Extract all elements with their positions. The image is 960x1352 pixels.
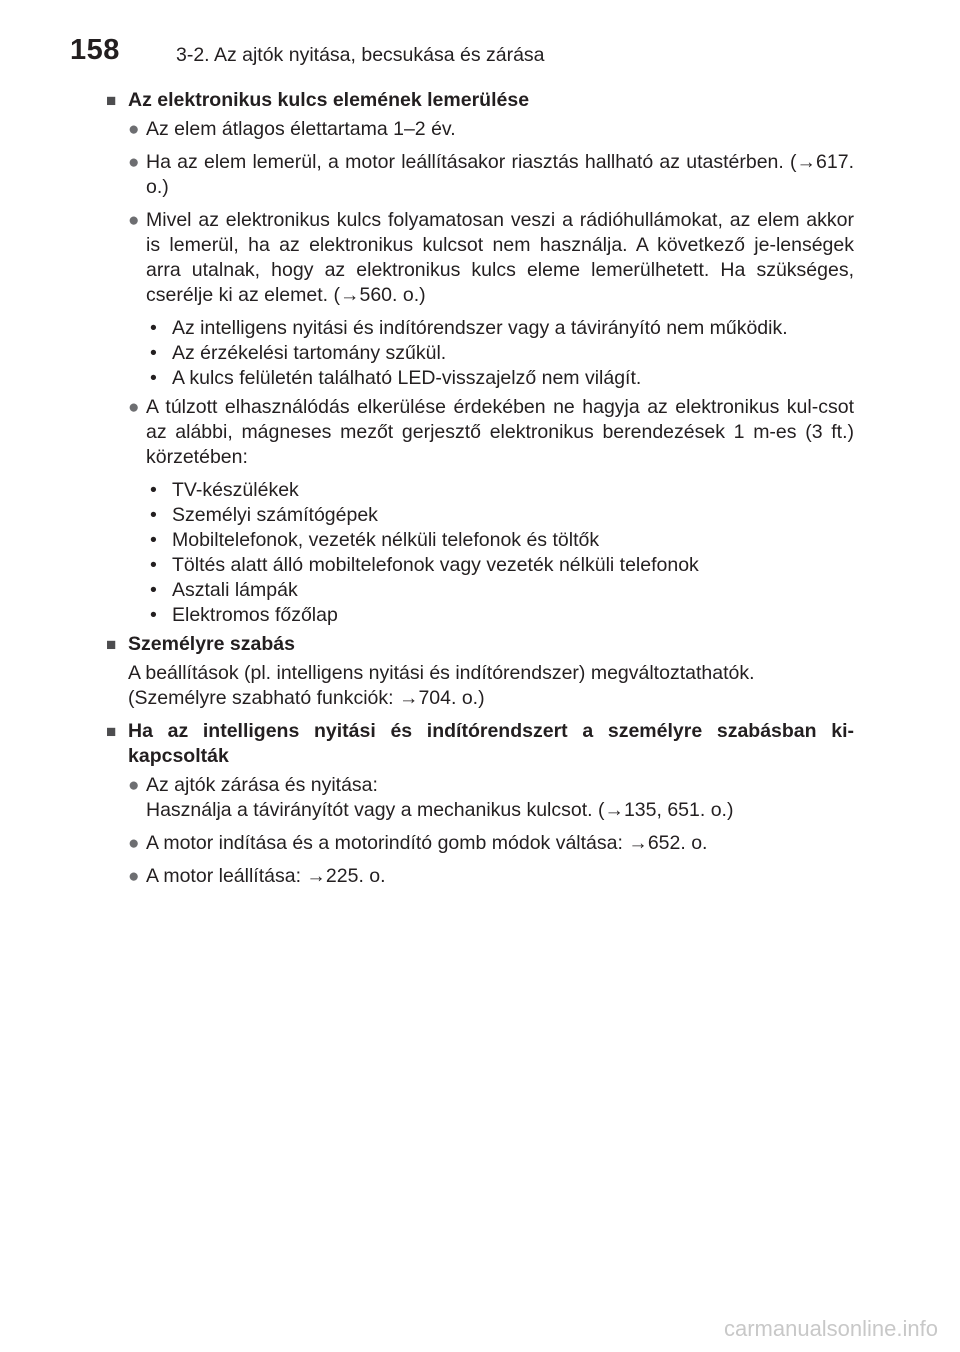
list-item: • Az érzékelési tartomány szűkül. (150, 342, 447, 364)
circle-bullet-icon: ● (128, 833, 140, 854)
page-content (106, 88, 854, 897)
square-bullet-icon: ■ (106, 91, 117, 110)
section-heading-text: Ha az intelligens nyitási és indítórendszert a személyre szabásban ki-kapcsolták (128, 720, 854, 767)
section-body (128, 661, 854, 711)
paragraph (128, 117, 854, 142)
paragraph-text: Az elem átlagos élettartama 1–2 év. (146, 118, 456, 140)
list-item: • A kulcs felületén található LED-visszajelző nem világít. (150, 367, 642, 389)
square-bullet-icon: ■ (106, 722, 117, 741)
list-item: • Az intelligens nyitási és indítórendszer vagy a távirányító nem működik. (150, 317, 788, 339)
chapter-title: 3-2. Az ajtók nyitása, becsukása és zárása (176, 44, 545, 66)
paragraph (128, 831, 854, 856)
text-line: (Személyre szabható funkciók: →704. o.) (128, 687, 485, 709)
list-item: • Asztali lámpák (150, 579, 298, 601)
symptom-list (146, 316, 854, 391)
paragraph-text: A túlzott elhasználódás elkerülése érdekében ne hagyja az elektronikus kul-csot az alábbi, mágneses mezőt gerjesztő elektronikus berendezések 1 m-es (3 ft.) körzetében: (146, 396, 854, 468)
list-item: • Elektromos főzőlap (150, 604, 338, 626)
section-heading (106, 88, 854, 113)
circle-bullet-icon: ● (128, 210, 140, 231)
paragraph (128, 208, 854, 308)
square-bullet-icon: ■ (106, 635, 117, 654)
paragraph-text: Mivel az elektronikus kulcs folyamatosan veszi a rádióhullámokat, az elem akkor is lemerül, ha az elektronikus kulcsot nem használja. A következő je-lenségek arra utalnak, hogy az elektronikus kulcs eleme lemerülhetett. Ha szükséges, cserélje ki az elemet. (→560. o.) (146, 209, 854, 306)
device-list (146, 478, 854, 628)
paragraph (128, 395, 854, 470)
section-heading-text: Személyre szabás (128, 633, 295, 655)
text-line: A beállítások (pl. intelligens nyitási és indítórendszer) megváltoztathatók. (128, 662, 755, 684)
circle-bullet-icon: ● (128, 866, 140, 887)
section-heading (106, 719, 854, 769)
page-number: 158 (70, 34, 120, 66)
circle-bullet-icon: ● (128, 775, 140, 796)
paragraph (128, 773, 854, 823)
watermark: carmanualsonline.info (723, 1316, 938, 1341)
paragraph (128, 150, 854, 200)
list-item: • Személyi számítógépek (150, 504, 378, 526)
section-body (128, 117, 854, 628)
paragraph-text: A motor leállítása: →225. o. (146, 865, 386, 887)
section-body (128, 773, 854, 889)
section-heading (106, 632, 854, 657)
list-item: • TV-készülékek (150, 479, 299, 501)
circle-bullet-icon: ● (128, 397, 140, 418)
paragraph-text: Az ajtók zárása és nyitása: Használja a távirányítót vagy a mechanikus kulcsot. (→135, 651. o.) (146, 774, 734, 821)
list-item: • Töltés alatt álló mobiltelefonok vagy vezeték nélküli telefonok (150, 554, 699, 576)
section-heading-text: Az elektronikus kulcs elemének lemerülése (128, 89, 530, 111)
paragraph (128, 864, 854, 889)
paragraph-text: Ha az elem lemerül, a motor leállításakor riasztás hallható az utastérben. (→617. o.) (146, 151, 854, 198)
list-item: • Mobiltelefonok, vezeték nélküli telefonok és töltők (150, 529, 600, 551)
circle-bullet-icon: ● (128, 119, 140, 140)
circle-bullet-icon: ● (128, 152, 140, 173)
paragraph-text: A motor indítása és a motorindító gomb módok váltása: →652. o. (146, 832, 708, 854)
